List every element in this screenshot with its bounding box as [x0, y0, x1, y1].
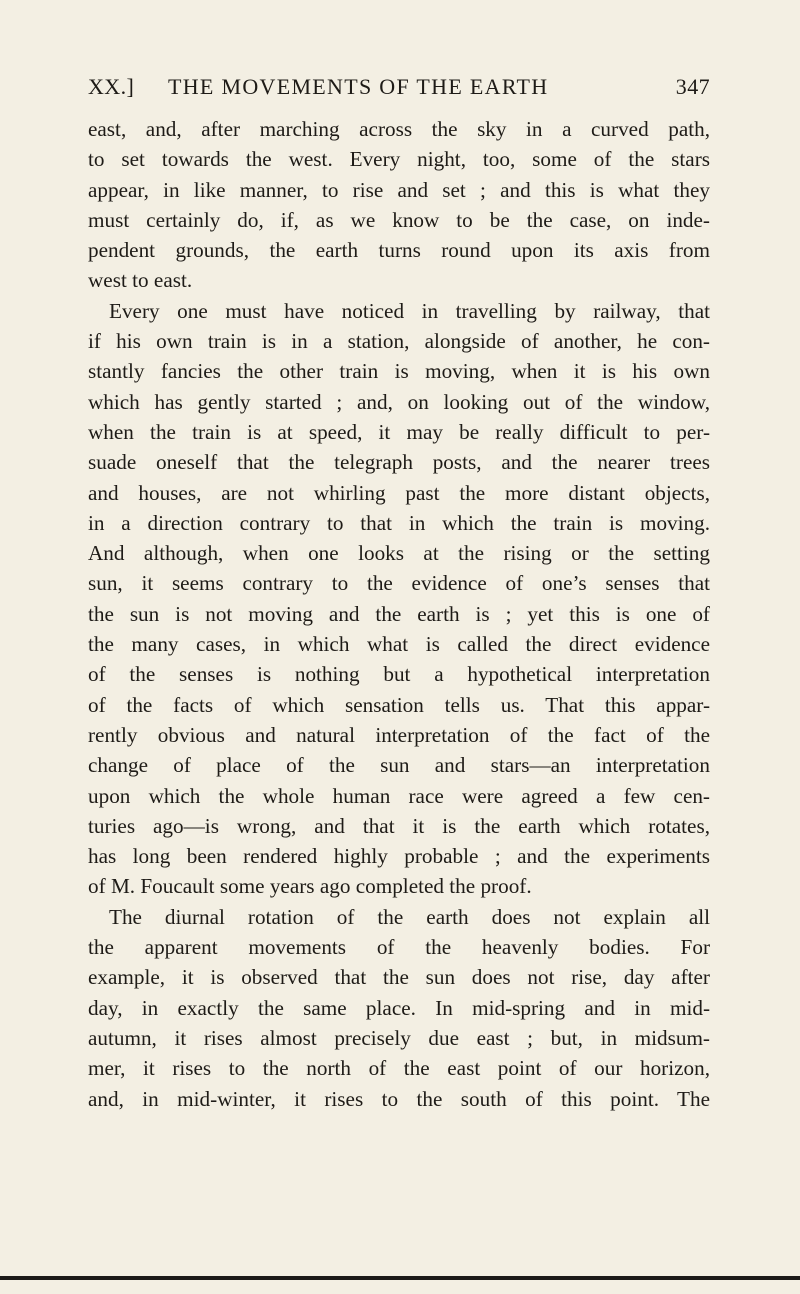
running-head — [88, 74, 710, 108]
text-line: which has gently started ; and, on looking out of the window, — [88, 389, 710, 414]
text-line: suade oneself that the telegraph posts, and the nearer trees — [88, 450, 710, 475]
text-line: if his own train is in a station, alongside of another, he con- — [88, 329, 710, 354]
page-number: 347 — [675, 74, 710, 99]
text-line: west to east. — [88, 268, 193, 293]
text-line: in a direction contrary to that in which the train is moving. — [88, 510, 710, 535]
text-line: appear, in like manner, to rise and set ; and this is what they — [88, 177, 710, 202]
paragraph — [88, 902, 710, 1114]
text-line: to set towards the west. Every night, too, some of the stars — [88, 147, 710, 172]
bottom-scan-edge — [0, 1276, 800, 1280]
text-line: and houses, are not whirling past the more distant objects, — [88, 480, 710, 505]
paragraph — [88, 114, 710, 296]
paragraph — [88, 296, 710, 902]
text-line: and, in mid-winter, it rises to the south of this point. The — [88, 1086, 710, 1111]
text-line: rently obvious and natural interpretation of the fact of the — [88, 722, 710, 747]
text-line: day, in exactly the same place. In mid-spring and in mid- — [88, 995, 710, 1020]
text-line: example, it is observed that the sun does not rise, day after — [88, 965, 710, 990]
text-line: autumn, it rises almost precisely due east ; but, in midsum- — [88, 1025, 710, 1050]
text-line: The diurnal rotation of the earth does not explain all — [109, 904, 710, 929]
running-title: THE MOVEMENTS OF THE EARTH — [168, 74, 549, 99]
text-line: And although, when one looks at the rising or the setting — [88, 541, 710, 566]
text-line: the many cases, in which what is called the direct evidence — [88, 632, 710, 657]
text-line: of M. Foucault some years ago completed the proof. — [88, 874, 532, 899]
text-line: has long been rendered highly probable ; and the experiments — [88, 844, 710, 869]
text-line: the apparent movements of the heavenly bodies. For — [88, 935, 710, 960]
text-line: when the train is at speed, it may be really difficult to per- — [88, 419, 710, 444]
text-line: must certainly do, if, as we know to be the case, on inde- — [88, 207, 710, 232]
text-line: of the facts of which sensation tells us. That this appar- — [88, 692, 710, 717]
text-line: of the senses is nothing but a hypothetical interpretation — [88, 662, 710, 687]
text-line: pendent grounds, the earth turns round upon its axis from — [88, 238, 710, 263]
text-line: turies ago—is wrong, and that it is the earth which rotates, — [88, 813, 710, 838]
text-line: the sun is not moving and the earth is ; yet this is one of — [88, 601, 710, 626]
text-line: stantly fancies the other train is moving, when it is his own — [88, 359, 710, 384]
text-line: Every one must have noticed in travelling by railway, that — [109, 298, 710, 323]
text-line: mer, it rises to the north of the east point of our horizon, — [88, 1056, 710, 1081]
body-text — [88, 114, 710, 1114]
chapter-number: XX.] — [88, 74, 135, 99]
text-line: upon which the whole human race were agreed a few cen- — [88, 783, 710, 808]
text-line: east, and, after marching across the sky in a curved path, — [88, 117, 710, 141]
text-line: change of place of the sun and stars—an interpretation — [88, 753, 710, 778]
text-line: sun, it seems contrary to the evidence of one’s senses that — [88, 571, 710, 596]
